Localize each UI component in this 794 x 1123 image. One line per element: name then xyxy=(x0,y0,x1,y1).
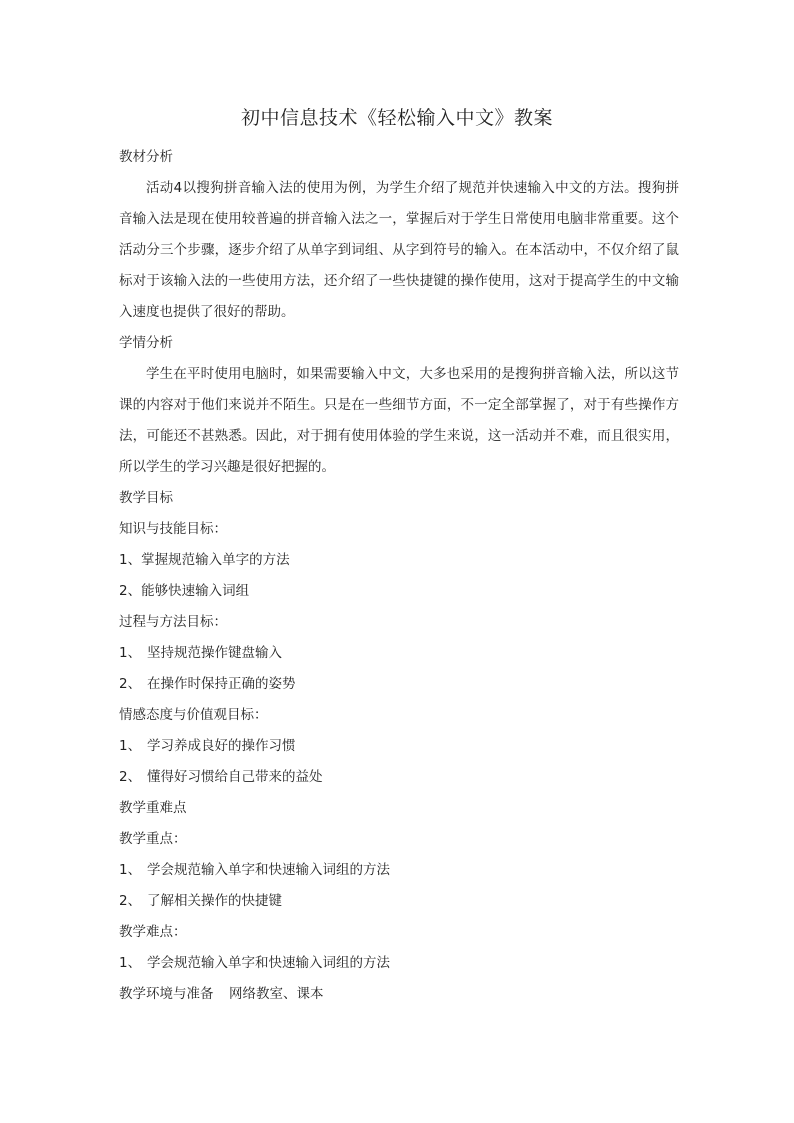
document-body xyxy=(119,142,679,1010)
environment-row xyxy=(119,979,679,1010)
subheading-attitude: 情感态度与价值观目标： xyxy=(119,707,268,723)
list-item-text: 在操作时保持正确的姿势 xyxy=(147,676,296,692)
list-item xyxy=(119,545,679,576)
list-item-number: 1、 xyxy=(119,955,142,971)
list-item xyxy=(119,886,679,917)
list-item-number: 1、 xyxy=(119,645,142,661)
list-item-number: 2、 xyxy=(119,583,142,599)
document-title: 初中信息技术《轻松输入中文》教案 xyxy=(240,107,553,129)
section-heading-goals: 教学目标 xyxy=(119,490,173,506)
subheading-process: 过程与方法目标： xyxy=(119,614,227,630)
list-item-number: 1、 xyxy=(119,738,142,754)
list-item-text: 懂得好习惯给自己带来的益处 xyxy=(147,769,323,785)
list-item-text: 学会规范输入单字和快速输入词组的方法 xyxy=(147,862,390,878)
subheading-key: 教学重点： xyxy=(119,831,187,847)
list-item-text: 学习养成良好的操作习惯 xyxy=(147,738,296,754)
list-item-number: 1、 xyxy=(119,862,142,878)
list-item-number: 2、 xyxy=(119,676,142,692)
environment-value: 网络教室、课本 xyxy=(229,986,324,1002)
list-item-number: 1、 xyxy=(119,552,142,568)
list-item xyxy=(119,638,679,669)
list-item-text: 能够快速输入词组 xyxy=(141,583,250,599)
list-item xyxy=(119,576,679,607)
students-paragraph: 学生在平时使用电脑时，如果需要输入中文，大多也采用的是搜狗拼音输入法，所以这节课的内容对于他们来说并不陌生。只是在一些细节方面，不一定全部掌握了，对于有些操作方法，可能还不甚熟悉。因此，对于拥有使用体验的学生来说，这一活动并不难，而且很实用，所以学生的学习兴趣是很好把握的。 xyxy=(119,366,679,475)
list-item xyxy=(119,731,679,762)
list-item-text: 坚持规范操作键盘输入 xyxy=(147,645,282,661)
list-item-text: 掌握规范输入单字的方法 xyxy=(141,552,290,568)
section-heading-materials: 教材分析 xyxy=(119,149,173,165)
list-item-text: 了解相关操作的快捷键 xyxy=(147,893,282,909)
subheading-knowledge: 知识与技能目标： xyxy=(119,521,227,537)
section-heading-key-points: 教学重难点 xyxy=(119,800,187,816)
list-item xyxy=(119,948,679,979)
environment-label: 教学环境与准备 xyxy=(119,986,214,1002)
list-item-number: 2、 xyxy=(119,893,142,909)
list-item xyxy=(119,669,679,700)
subheading-difficult: 教学难点： xyxy=(119,924,187,940)
list-item-text: 学会规范输入单字和快速输入词组的方法 xyxy=(147,955,390,971)
section-heading-students: 学情分析 xyxy=(119,335,173,351)
list-item xyxy=(119,762,679,793)
materials-paragraph: 活动4以搜狗拼音输入法的使用为例，为学生介绍了规范并快速输入中文的方法。搜狗拼音输入法是现在使用较普遍的拼音输入法之一，掌握后对于学生日常使用电脑非常重要。这个活动分三个步骤，逐步介绍了从单字到词组、从字到符号的输入。在本活动中，不仅介绍了鼠标对于该输入法的一些使用方法，还介绍了一些快捷键的操作使用，这对于提高学生的中文输入速度也提供了很好的帮助。 xyxy=(119,180,679,320)
list-item xyxy=(119,855,679,886)
list-item-number: 2、 xyxy=(119,769,142,785)
